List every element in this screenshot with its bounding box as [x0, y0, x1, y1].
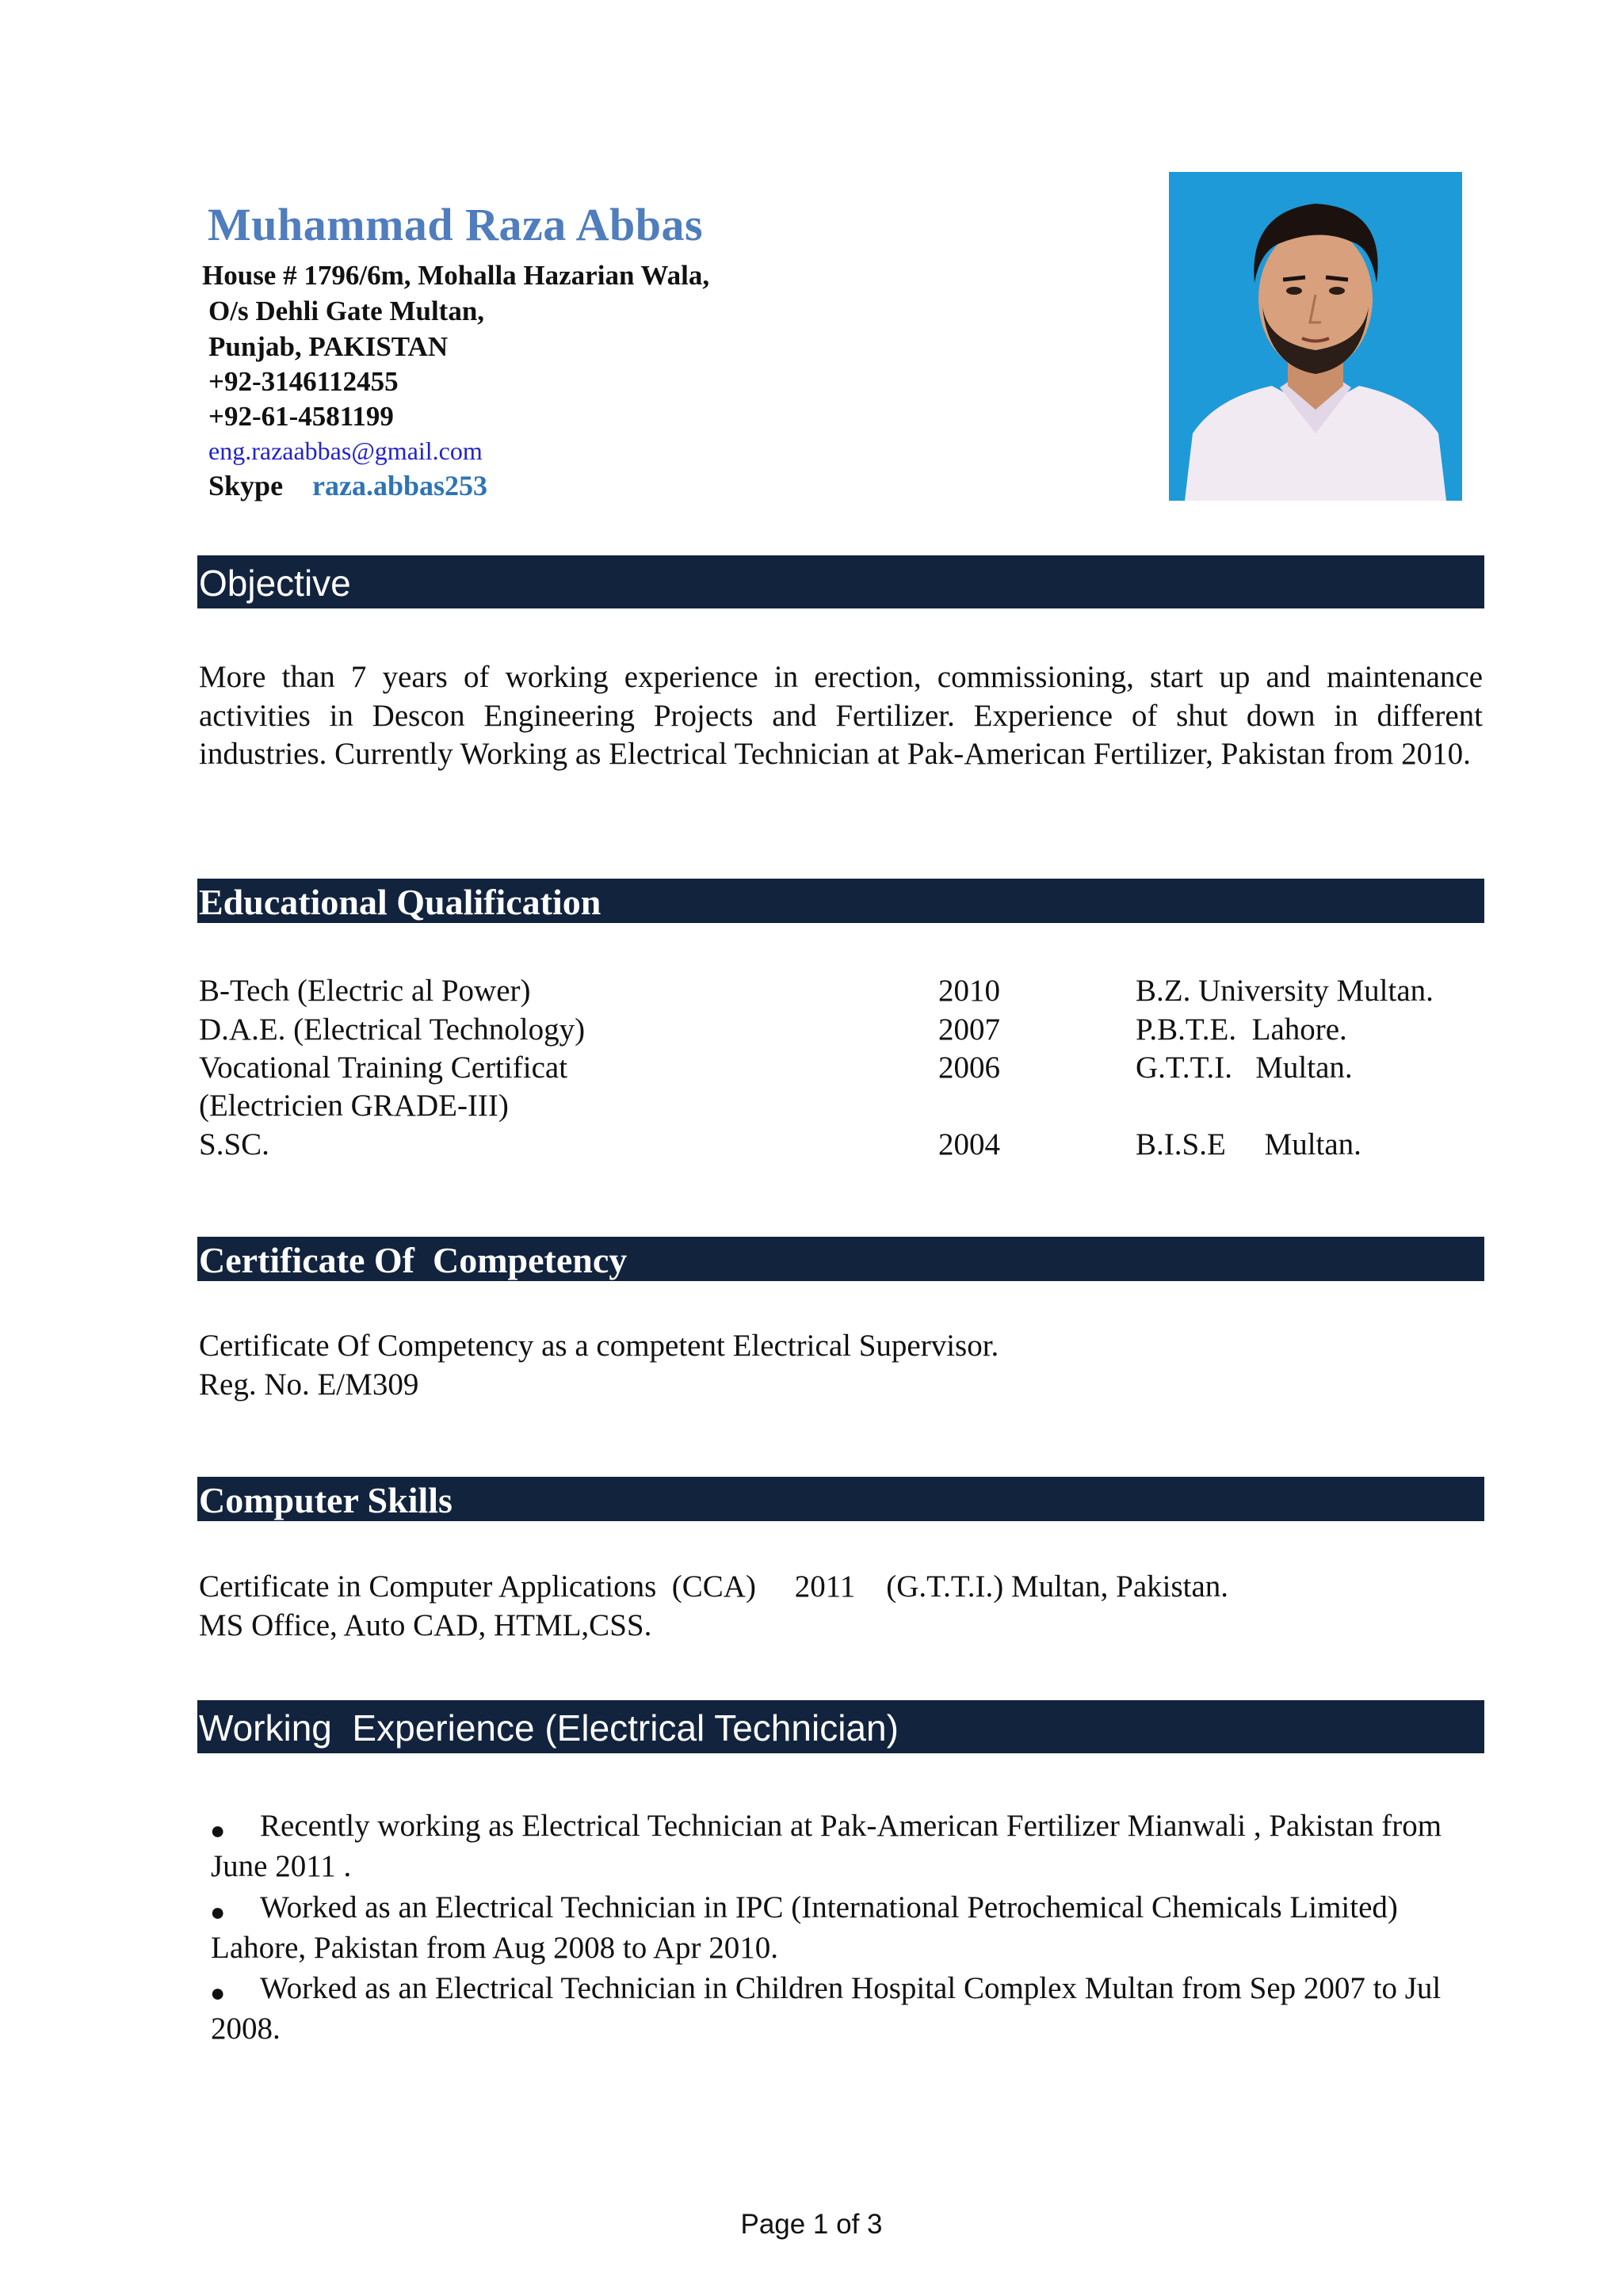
- education-institute-2: P.B.T.E. Lahore.: [1136, 1013, 1347, 1047]
- address-line-1: House # 1796/6m, Mohalla Hazarian Wala,: [202, 260, 710, 291]
- section-bar-objective: [197, 555, 1484, 608]
- page-number: Page 1 of 3: [740, 2209, 883, 2240]
- bullet-icon-3: ●: [210, 1978, 226, 2007]
- phone-landline: +92-61-4581199: [208, 401, 394, 432]
- section-title-competency: Certificate Of Competency: [199, 1240, 628, 1280]
- section-title-objective: Objective: [199, 563, 351, 604]
- education-degree-4: S.SC.: [199, 1127, 269, 1161]
- candidate-name: Muhammad Raza Abbas: [208, 199, 704, 250]
- section-bar-experience: [197, 1700, 1484, 1753]
- email-link[interactable]: eng.razaabbas@gmail.com: [208, 437, 483, 465]
- section-title-computer-skills: Computer Skills: [199, 1480, 453, 1520]
- section-bar-competency: [197, 1237, 1484, 1281]
- objective-text: More than 7 years of working experience in erection, commissioning, start up and maintenance activities in Descon Engineering Projects and Fertilizer. Experience of shut down in different industries. Currently Working as Electrical Technician at Pak-American Fertilizer, Pakistan from 2010.: [199, 660, 1483, 771]
- education-year-2: 2007: [938, 1013, 1000, 1047]
- section-title-experience: Working Experience (Electrical Technician): [199, 1707, 899, 1749]
- computer-skills-line-2: MS Office, Auto CAD, HTML,CSS.: [199, 1608, 652, 1642]
- section-title-education: Educational Qualification: [199, 882, 601, 922]
- education-degree-1: B-Tech (Electric al Power): [199, 974, 531, 1008]
- education-degree-2: D.A.E. (Electrical Technology): [199, 1013, 586, 1047]
- education-year-4: 2004: [938, 1127, 1000, 1161]
- phone-mobile: +92-3146112455: [208, 366, 399, 397]
- section-bar-computer-skills: [197, 1477, 1484, 1521]
- education-institute-1: B.Z. University Multan.: [1136, 974, 1434, 1008]
- bullet-icon-1: ●: [210, 1816, 226, 1844]
- experience-item-1: Recently working as Electrical Technician at Pak-American Fertilizer Mianwali , Pakistan from June 2011 .: [211, 1809, 1442, 1883]
- education-institute-4: B.I.S.E Multan.: [1136, 1127, 1361, 1161]
- computer-skills-line-1: Certificate in Computer Applications (CCA) 2011 (G.T.T.I.) Multan, Pakistan.: [199, 1569, 1229, 1604]
- education-year-3: 2006: [938, 1051, 1000, 1085]
- address-line-3: Punjab, PAKISTAN: [208, 331, 449, 362]
- experience-item-3: Worked as an Electrical Technician in Children Hospital Complex Multan from Sep 2007 to Jul 2008.: [211, 1971, 1442, 2046]
- competency-line-1: Certificate Of Competency as a competent Electrical Supervisor.: [199, 1329, 999, 1363]
- skype-label: Skype: [208, 470, 284, 502]
- education-degree-3: Vocational Training Certificat: [199, 1051, 568, 1085]
- experience-item-2: Worked as an Electrical Technician in IPC (International Petrochemical Chemicals Limited) Lahore, Pakistan from Aug 2008 to Apr 2010.: [211, 1890, 1398, 1965]
- education-year-1: 2010: [938, 974, 1000, 1008]
- skype-id[interactable]: raza.abbas253: [312, 470, 488, 502]
- profile-photo: [1169, 172, 1462, 501]
- competency-reg-no: Reg. No. E/M309: [199, 1367, 419, 1402]
- address-line-2: O/s Dehli Gate Multan,: [208, 296, 485, 326]
- education-institute-3: G.T.T.I. Multan.: [1136, 1051, 1353, 1085]
- profile-photo-image: [1169, 172, 1462, 501]
- bullet-icon-2: ●: [210, 1897, 226, 1926]
- section-bar-education: [197, 879, 1484, 923]
- education-degree-3-cont: (Electricien GRADE-III): [199, 1089, 509, 1123]
